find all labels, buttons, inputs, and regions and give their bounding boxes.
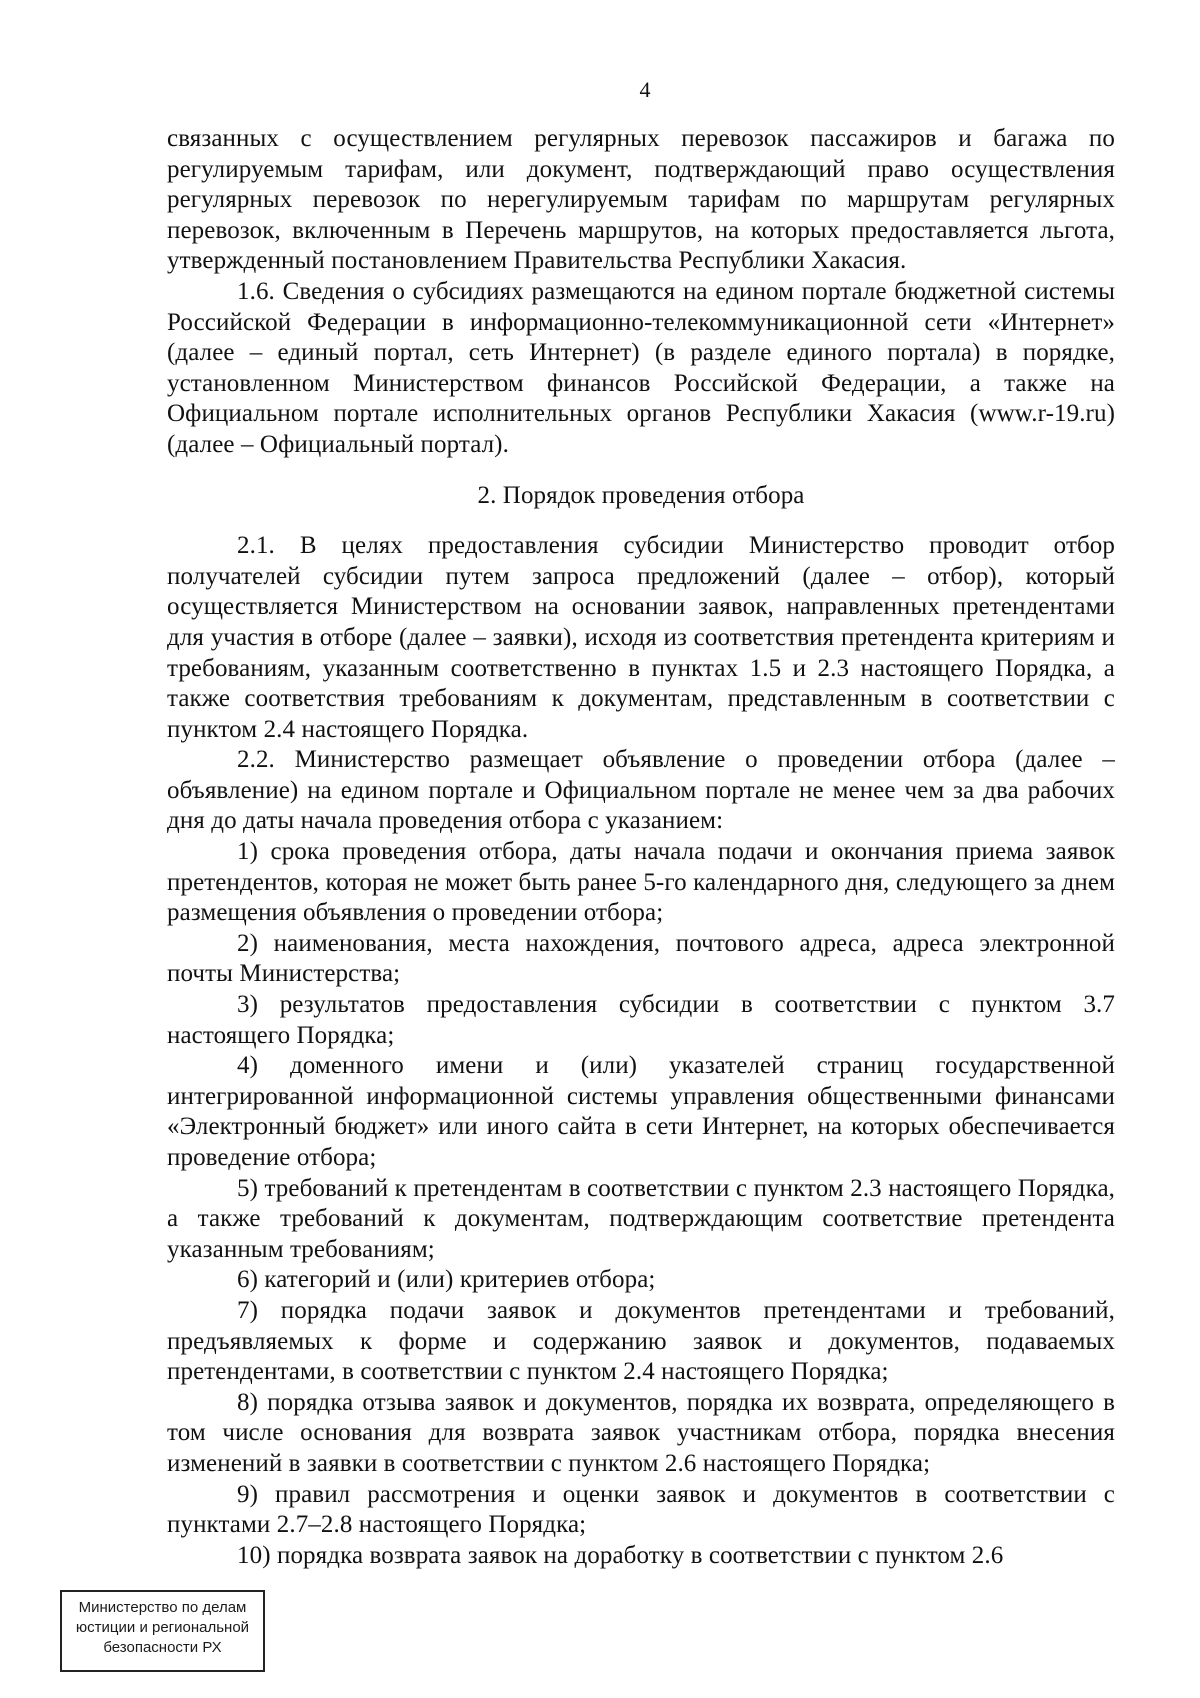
ministry-stamp bbox=[60, 1590, 265, 1672]
page-number: 4 bbox=[639, 77, 651, 102]
section-heading: 2. Порядок проведения отбора bbox=[477, 481, 805, 509]
document-body bbox=[167, 124, 1115, 1571]
paragraph-continuation: связанных с осуществлением регулярных перевозок пассажиров и багажа по регулируемым тарифам, или документ, подтверждающий право осуществления регулярных перевозок по нерегулируемым тарифам по маршрутам регулярных перевозок, включенным в Перечень маршрутов, на которых предоставляется льгота, утвержденный постановлением Правительства Республики Хакасия. bbox=[167, 125, 1115, 275]
paragraph-1-6: 1.6. Сведения о субсидиях размещаются на едином портале бюджетной системы Российской Федерации в информационно-телекоммуникационной сети «Интернет» (далее – единый портал, сеть Интернет) (в разделе единого портала) в порядке, установленном Министерством финансов Российской Федерации, а также на Официальном портале исполнительных органов Республики Хакасия (www.r-19.ru) (далее – Официальный портал). bbox=[167, 277, 1115, 458]
list-item-1: 1) срока проведения отбора, даты начала подачи и окончания приема заявок претендентов, которая не может быть ранее 5-го календарного дня, следующего за днем размещения объявления о проведении отбора; bbox=[167, 838, 1115, 927]
paragraph-2-1: 2.1. В целях предоставления субсидии Министерство проводит отбор получателей субсидии путем запроса предложений (далее – отбор), который осуществляется Министерством на основании заявок, направленных претендентами для участия в отборе (далее – заявки), исходя из соответствия претендента критериям и требованиям, указанным соответственно в пунктах 1.5 и 2.3 настоящего Порядка, а также соответствия требованиям к документам, представленным в соответствии с пунктом 2.4 настоящего Порядка. bbox=[167, 532, 1115, 743]
list-item-8: 8) порядка отзыва заявок и документов, порядка их возврата, определяющего в том числе основания для возврата заявок участникам отбора, порядка внесения изменений в заявки в соответствии с пунктом 2.6 настоящего Порядка; bbox=[167, 1388, 1115, 1477]
list-item-3: 3) результатов предоставления субсидии в соответствии с пунктом 3.7 настоящего Порядка; bbox=[167, 991, 1115, 1049]
list-item-7: 7) порядка подачи заявок и документов претендентами и требований, предъявляемых к форме и содержанию заявок и документов, подаваемых претендентами, в соответствии с пунктом 2.4 настоящего Порядка; bbox=[167, 1296, 1115, 1386]
stamp-line-3: безопасности РХ bbox=[103, 1639, 222, 1656]
list-item-5: 5) требований к претендентам в соответствии с пунктом 2.3 настоящего Порядка, а также требований к документам, подтверждающим соответствие претендента указанным требованиям; bbox=[167, 1174, 1115, 1263]
list-item-4: 4) доменного имени и (или) указателей страниц государственной интегрированной информационной системы управления общественными финансами «Электронный бюджет» или иного сайта в сети Интернет, на которых обеспечивается проведение отбора; bbox=[167, 1052, 1115, 1171]
list-item-6: 6) категорий и (или) критериев отбора; bbox=[237, 1266, 656, 1294]
list-item-9: 9) правил рассмотрения и оценки заявок и документов в соответствии с пунктами 2.7–2.8 настоящего Порядка; bbox=[167, 1480, 1115, 1539]
paragraph-2-2: 2.2. Министерство размещает объявление о проведении отбора (далее – объявление) на едином портале и Официальном портале не менее чем за два рабочих дня до даты начала проведения отбора с указанием: bbox=[167, 746, 1115, 835]
list-item-10: 10) порядка возврата заявок на доработку в соответствии с пунктом 2.6 bbox=[237, 1541, 1004, 1569]
list-item-2: 2) наименования, места нахождения, почтового адреса, адреса электронной почты Министерства; bbox=[167, 929, 1115, 988]
stamp-line-1: Министерство по делам bbox=[78, 1599, 247, 1616]
stamp-line-2: юстиции и региональной bbox=[75, 1619, 250, 1636]
